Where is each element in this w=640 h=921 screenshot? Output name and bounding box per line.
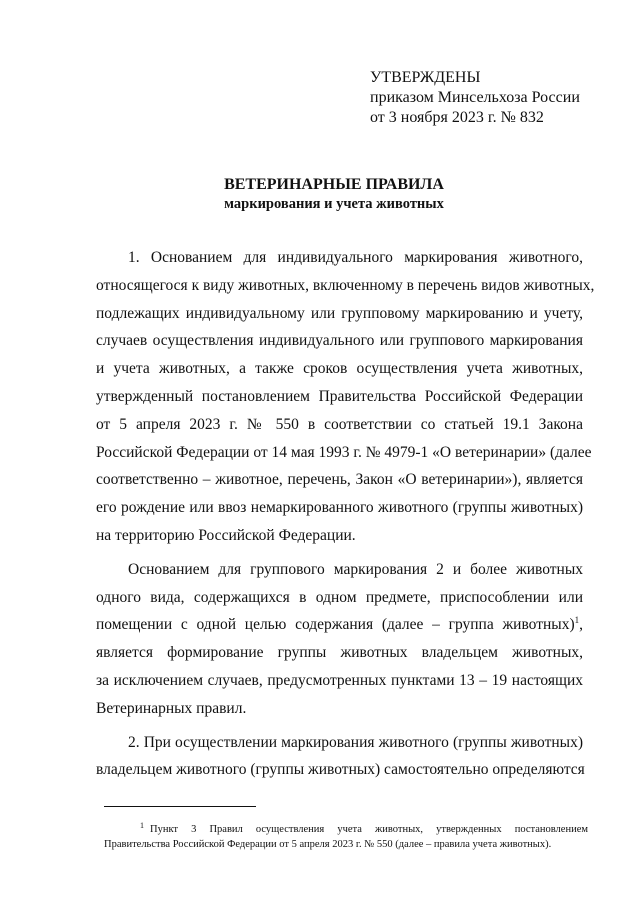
footnote-divider: [104, 806, 256, 807]
document-body: [96, 244, 595, 784]
text-line: является формирование группы животных владельцем животных,: [96, 644, 583, 662]
text-line: подлежащих индивидуальному или групповому маркированию и учету,: [96, 304, 583, 322]
text-line: владельцем животного (группы животных) самостоятельно определяются: [96, 761, 585, 779]
text-line: его рождение или ввоз немаркированного животного (группы животных): [96, 499, 583, 517]
paragraph-3: [96, 729, 583, 785]
footnote-text: Пункт 3 Правил осуществления учета животных, утвержденных постановлением: [150, 824, 588, 835]
approval-order: приказом Минсельхоза России: [370, 89, 580, 106]
title-sub: маркирования и учета животных: [224, 196, 444, 212]
text-line-with-footnote: [96, 611, 583, 639]
text-line: Основанием для группового маркирования 2 и более животных: [128, 560, 583, 578]
text-line: случаев осуществления индивидуального или группового маркирования: [96, 332, 583, 350]
footnote: [104, 822, 588, 852]
text-line: 1. Основанием для индивидуального маркирования животного,: [128, 249, 583, 266]
title-main: ВЕТЕРИНАРНЫЕ ПРАВИЛА: [224, 176, 444, 193]
text-line: Ветеринарных правил.: [96, 699, 247, 717]
footnote-mark: 1: [140, 820, 144, 830]
text-line-part: ,: [579, 616, 583, 634]
text-line: относящегося к виду животных, включенному в перечень видов животных,: [96, 276, 595, 294]
text-line: и учета животных, а также сроков осуществления учета животных,: [96, 360, 583, 378]
text-line: соответственно – животное, перечень, Закон «О ветеринарии»), является: [96, 471, 583, 489]
text-line: утвержденный постановлением Правительства Российской Федерации: [96, 387, 583, 405]
footnote-ref[interactable]: 1: [574, 615, 580, 626]
text-line: на территорию Российской Федерации.: [96, 526, 356, 544]
approval-date: от 3 ноября 2023 г. № 832: [370, 109, 544, 126]
text-line-part: помещении с одной целью содержания (далее – группа животных): [96, 616, 575, 634]
document-title: [0, 175, 640, 214]
text-line: за исключением случаев, предусмотренных пунктами 13 – 19 настоящих: [96, 671, 583, 689]
approval-stamp: [370, 68, 580, 128]
approval-heading: УТВЕРЖДЕНЫ: [370, 69, 481, 86]
paragraph-2: [96, 556, 583, 723]
text-line: 2. При осуществлении маркирования животного (группы животных): [128, 733, 583, 751]
text-line: от 5 апреля 2023 г. № 550 в соответствии со статьей 19.1 Закона: [96, 415, 583, 433]
text-line: одного вида, содержащихся в одном предмете, приспособлении или: [96, 588, 583, 606]
text-line: Российской Федерации от 14 мая 1993 г. № 4979-1 «О ветеринарии» (далее: [96, 443, 592, 461]
paragraph-1: [96, 244, 595, 550]
footnote-line: [104, 822, 588, 837]
footnote-line: Правительства Российской Федерации от 5 апреля 2023 г. № 550 (далее – правила учета животных).: [104, 839, 552, 850]
